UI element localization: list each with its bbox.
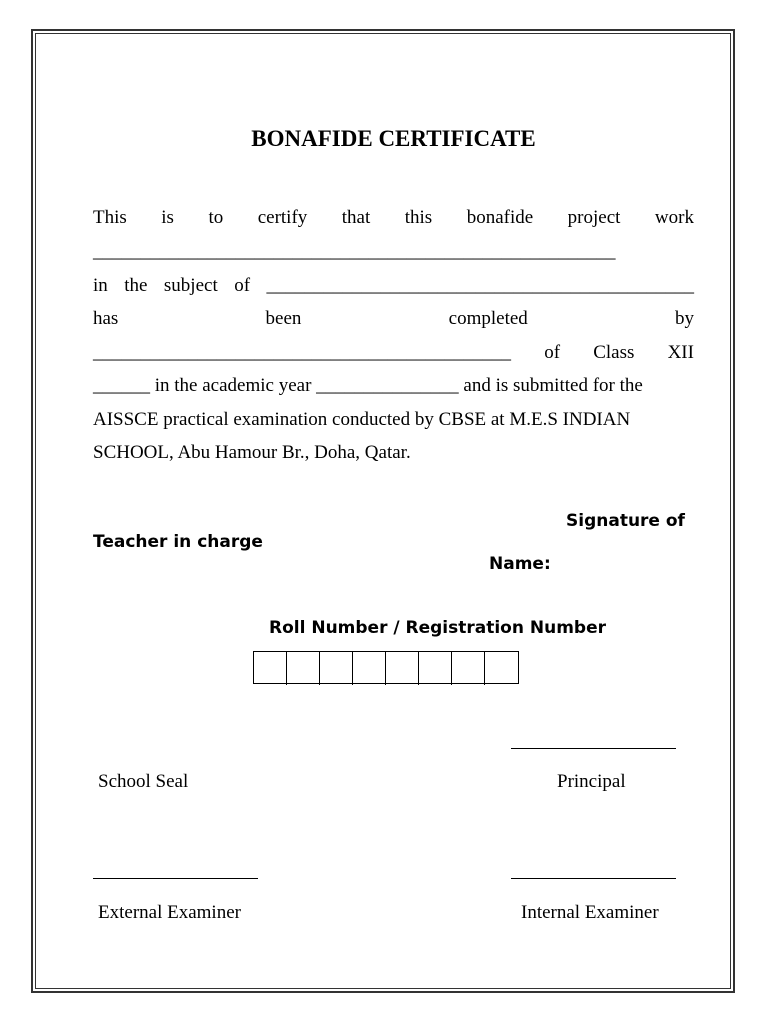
roll-number-box xyxy=(320,652,353,685)
certificate-word: that xyxy=(341,207,371,228)
certificate-word: _____________________________________________ xyxy=(266,275,694,296)
roll-number-box xyxy=(353,652,386,685)
principal-signature-line xyxy=(511,748,676,749)
certificate-word: been xyxy=(265,308,302,329)
external-examiner-label: External Examiner xyxy=(98,902,241,923)
certificate-word: the xyxy=(124,275,148,296)
roll-number-boxes xyxy=(253,651,519,684)
certificate-line-6: ______ in the academic year _______________ and is submitted for the xyxy=(93,375,643,396)
certificate-word: This xyxy=(93,207,127,228)
external-examiner-signature-line xyxy=(93,878,258,879)
certificate-word: this xyxy=(404,207,433,228)
certificate-line-7: AISSCE practical examination conducted by CBSE at M.E.S INDIAN xyxy=(93,409,631,430)
certificate-line-3 xyxy=(93,274,694,298)
certificate-word: has xyxy=(93,308,119,329)
certificate-line-5 xyxy=(93,341,694,365)
certificate-word: of xyxy=(544,342,561,363)
certificate-word: ____________________________________________ xyxy=(93,342,511,363)
certificate-word: completed xyxy=(448,308,528,329)
certificate-word: Class xyxy=(593,342,635,363)
certificate-word: in xyxy=(93,275,108,296)
certificate-word: certify xyxy=(257,207,308,228)
certificate-line-4 xyxy=(93,307,694,331)
roll-number-box xyxy=(485,652,518,685)
certificate-word: subject xyxy=(163,275,218,296)
certificate-word: to xyxy=(208,207,224,228)
name-label: Name: xyxy=(489,554,551,574)
certificate-title: BONAFIDE CERTIFICATE xyxy=(251,126,536,151)
certificate-word: of xyxy=(234,275,251,296)
internal-examiner-signature-line xyxy=(511,878,676,879)
roll-number-box xyxy=(287,652,320,685)
roll-number-box xyxy=(419,652,452,685)
certificate-word: bonafide xyxy=(466,207,534,228)
roll-number-box xyxy=(386,652,419,685)
school-seal-label: School Seal xyxy=(98,771,189,792)
certificate-word: is xyxy=(161,207,174,228)
internal-examiner-label: Internal Examiner xyxy=(521,902,659,923)
certificate-word: by xyxy=(675,308,694,329)
roll-number-box xyxy=(452,652,485,685)
certificate-line-1 xyxy=(93,206,694,230)
teacher-in-charge-label: Teacher in charge xyxy=(93,532,263,552)
signature-of-label: Signature of xyxy=(566,511,685,531)
roll-number-label: Roll Number / Registration Number xyxy=(269,618,607,638)
certificate-word: work xyxy=(654,207,694,228)
certificate-word: XII xyxy=(667,342,694,363)
certificate-line-2: _______________________________________________________ xyxy=(93,241,616,262)
certificate-word: project xyxy=(567,207,621,228)
principal-label: Principal xyxy=(557,771,626,792)
certificate-line-8: SCHOOL, Abu Hamour Br., Doha, Qatar. xyxy=(93,442,411,463)
roll-number-box xyxy=(254,652,287,685)
